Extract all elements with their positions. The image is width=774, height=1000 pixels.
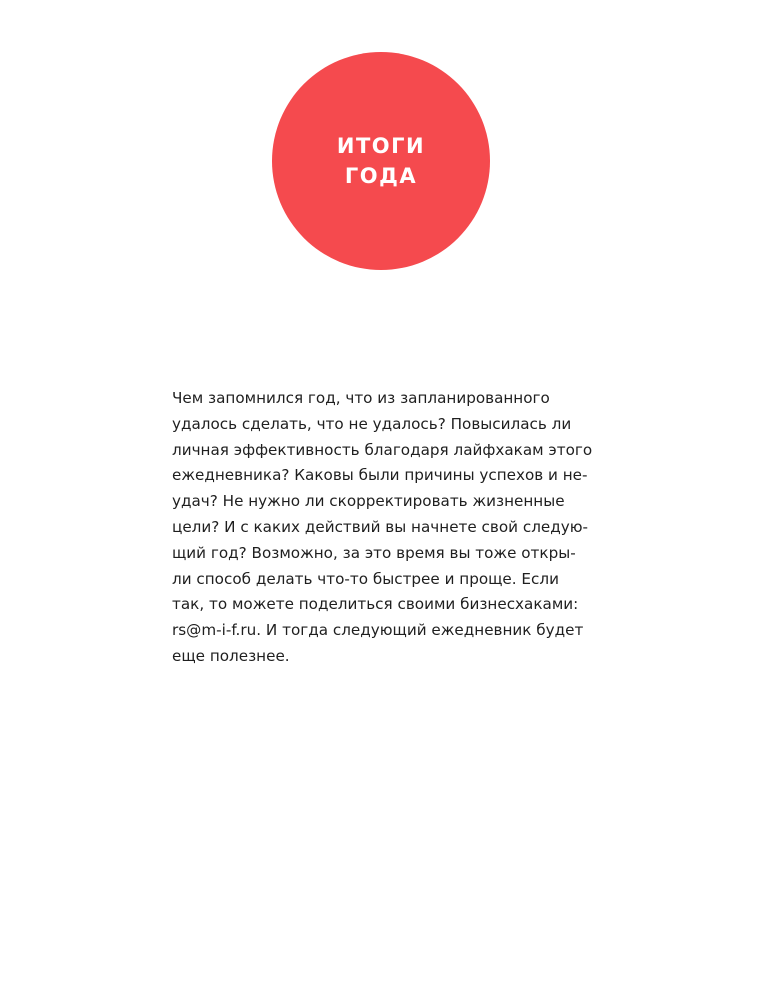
body-line: Чем запомнился год, что из запланированного <box>172 389 550 407</box>
body-line: цели? И с каких действий вы начнете свой следую- <box>172 517 589 536</box>
body-line: ли способ делать что-то быстрее и проще. Если <box>172 569 559 588</box>
body-line: удач? Не нужно ли скорректировать жизненные <box>172 492 565 511</box>
title-circle <box>272 52 490 270</box>
body-line: так, то можете поделиться своими бизнесхаками: <box>172 595 579 614</box>
body-line: щий год? Возможно, за это время вы тоже откры- <box>172 543 576 562</box>
body-line: личная эффективность благодаря лайфхакам этого <box>172 440 593 459</box>
body-paragraph <box>172 386 602 670</box>
body-line: rs@m-i-f.ru. И тогда следующий ежедневник будет <box>172 621 584 640</box>
title-line-2: ГОДА <box>344 164 418 188</box>
body-line: ежедневника? Каковы были причины успехов и не- <box>172 466 588 485</box>
body-line: еще полезнее. <box>172 646 290 665</box>
title-line-1: ИТОГИ <box>336 134 426 158</box>
body-line: удалось сделать, что не удалось? Повысилась ли <box>172 414 572 433</box>
